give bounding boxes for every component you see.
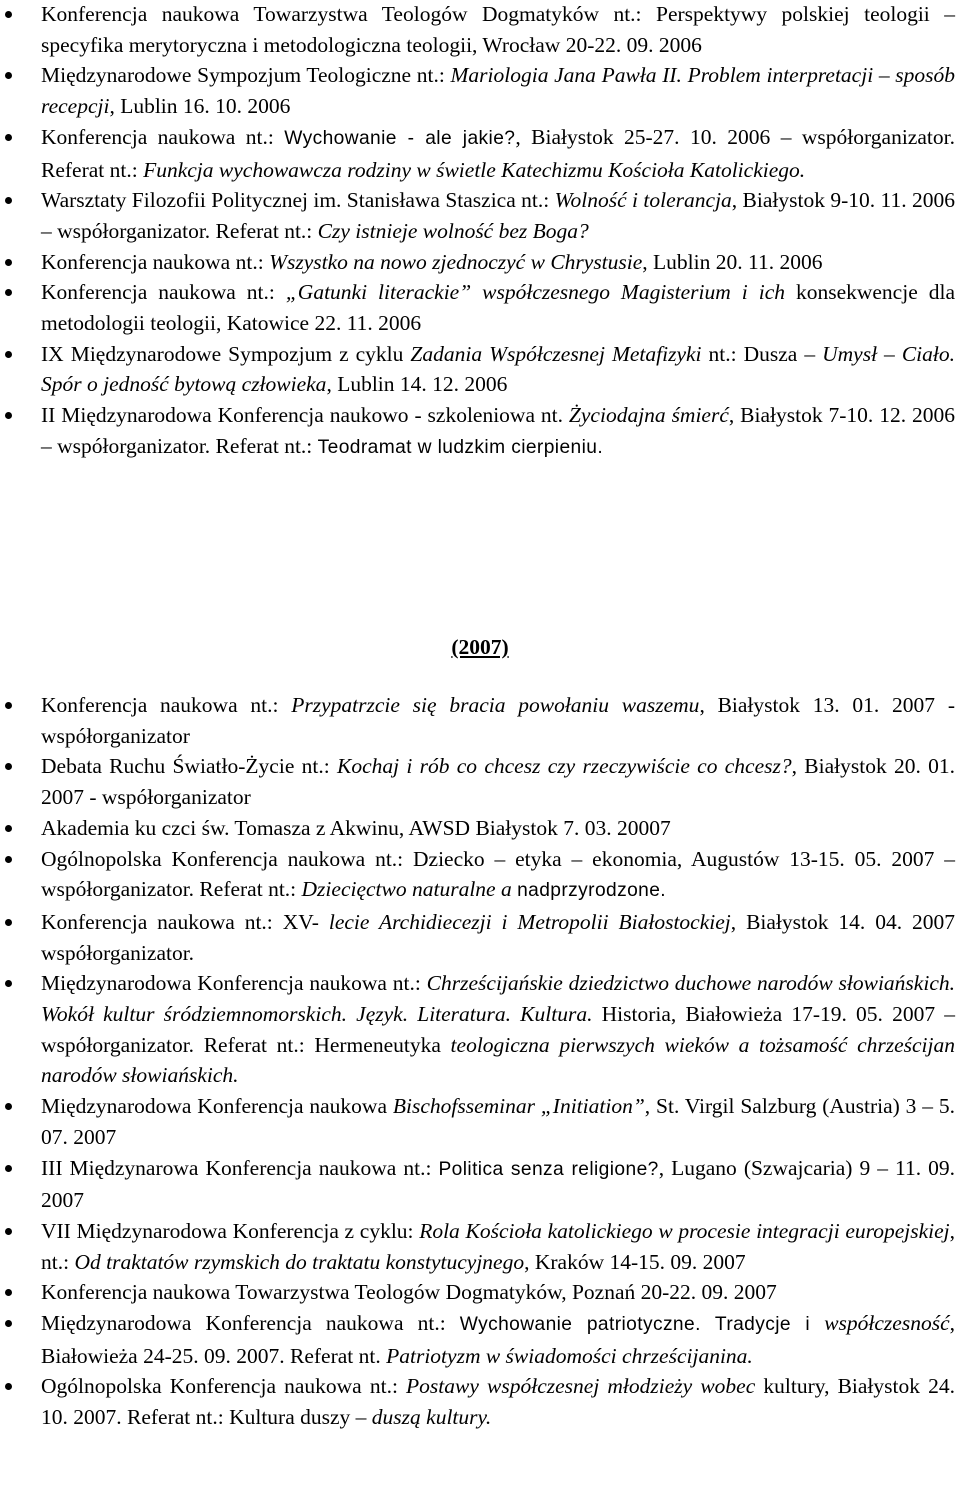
text-segment: Konferencja naukowa nt.: xyxy=(41,249,270,274)
text-segment: Politica senza religione? xyxy=(438,1158,659,1180)
italic-text-segment: Od traktatów rzymskich do traktatu konstytucyjnego xyxy=(74,1249,525,1274)
text-segment: , Białystok 9-10. 11. 2006 – współorganizator. Referat nt.: xyxy=(41,188,955,243)
text-segment: Wychowanie patriotyczne. Tradycje i xyxy=(459,1314,811,1336)
text-segment: , Białystok 7-10. 12. 2006 – współorganizator. Referat nt.: xyxy=(41,403,955,458)
text-segment: , St. Virgil Salzburg (Austria) 3 – 5. 07. 2007 xyxy=(41,1094,955,1149)
italic-text-segment: Bischofsseminar „Initiation” xyxy=(392,1094,645,1119)
text-segment: Międzynarodowa Konferencja naukowa nt.: xyxy=(41,971,427,996)
text-segment: Ogólnopolska Konferencja naukowa nt.: xyxy=(41,1374,407,1399)
list-item xyxy=(41,1277,955,1308)
italic-text-segment: Zadania Współczesnej Metafizyki xyxy=(410,341,702,366)
italic-text-segment: Życiodajna śmierć xyxy=(568,403,729,428)
list-item xyxy=(41,968,955,1091)
list-item xyxy=(41,122,955,185)
text-segment: Historia, Białowieża 17-19. 05. 2007 –współorganizator. Referat nt.: Hermeneutyka xyxy=(41,1002,955,1057)
list-item xyxy=(41,277,955,338)
text-segment: Międzynarodowe Sympozjum Teologiczne nt.: xyxy=(41,63,451,88)
list-item xyxy=(41,400,955,463)
list-item xyxy=(41,813,955,844)
list-item xyxy=(41,690,955,751)
text-segment: Konferencja naukowa Towarzystwa Teologów Dogmatyków nt.: Perspektywy polskiej teologii – specyfika merytoryczna i metodologiczna teologii, Wrocław 20-22. 09. 2006 xyxy=(41,2,955,57)
italic-text-segment: Chrześcijańskie dziedzictwo duchowe narodów słowiańskich. Wokół kultur śródziemnomorskich. Język. Literatura. Kultura. xyxy=(41,971,955,1027)
text-segment: , Lublin 16. 10. 2006 xyxy=(109,94,291,119)
text-segment: , Białowieża 24-25. 09. 2007. Referat nt. xyxy=(41,1311,955,1368)
italic-text-segment: Funkcja wychowawcza rodziny w świetle Katechizmu Kościoła Katolickiego. xyxy=(143,157,806,182)
text-segment: Międzynarodowa Konferencja naukowa xyxy=(41,1094,393,1119)
italic-text-segment: Czy istnieje wolność bez Boga? xyxy=(317,218,589,243)
text-segment: , Kraków 14-15. 09. 2007 xyxy=(524,1249,746,1274)
italic-text-segment: współczesność xyxy=(824,1311,950,1336)
text-segment: nt.: Dusza – xyxy=(701,341,823,366)
text-segment: Warsztaty Filozofii Politycznej im. Stanisława Staszica nt.: xyxy=(41,188,555,213)
italic-text-segment: Wolność i tolerancja xyxy=(554,188,732,213)
list-item xyxy=(41,185,955,246)
year-heading-2007: (2007) xyxy=(451,635,509,659)
text-segment: , Białystok 20. 01. 2007 - współorganizator xyxy=(41,754,955,810)
text-segment: konsekwencje dla metodologii teologii, Katowice 22. 11. 2006 xyxy=(41,280,955,336)
list-item xyxy=(41,1091,955,1152)
text-segment: Międzynarodowa Konferencja naukowa nt.: xyxy=(41,1311,460,1336)
italic-text-segment: Dziecięctwo naturalne a xyxy=(301,877,518,902)
italic-text-segment: Przypatrzcie się bracia powołaniu waszemu xyxy=(291,693,700,717)
text-segment: Akademia ku czci św. Tomasza z Akwinu, AWSD Białystok 7. 03. 20007 xyxy=(41,815,671,840)
text-segment: , Białystok 25-27. 10. 2006 – współorganizator. Referat nt.: xyxy=(41,124,955,182)
text-segment: Debata Ruchu Światło-Życie nt.: xyxy=(41,754,337,779)
italic-text-segment: Mariologia Jana Pawła II. Problem interpretacji – sposób recepcji xyxy=(41,63,955,119)
text-segment: kultury, Białystok 24. 10. 2007. Referat nt.: Kultura duszy – xyxy=(41,1374,955,1430)
list-item xyxy=(41,0,955,60)
italic-text-segment: Kochaj i rób co chcesz czy rzeczywiście co chcesz? xyxy=(336,754,792,779)
text-segment: Konferencja naukowa nt.: xyxy=(41,693,292,717)
text-segment xyxy=(810,1311,824,1335)
italic-text-segment: „Gatunki literackie” współczesnego Magisterium i ich xyxy=(285,280,785,305)
italic-text-segment: Umysł – Ciało. Spór o jedność bytową człowieka xyxy=(41,341,955,397)
text-segment: Ogólnopolska Konferencja naukowa nt.: Dziecko – etyka – ekonomia, Augustów 13-15. 05. 2007 – współorganizator. Referat nt.: xyxy=(41,846,955,902)
list-item xyxy=(41,60,955,121)
italic-text-segment: Patriotyzm w świadomości chrześcijanina. xyxy=(386,1343,753,1368)
text-segment: II Międzynarodowa Konferencja naukowo - szkoleniowa nt. xyxy=(41,403,569,428)
events-2006-list xyxy=(41,0,955,464)
text-segment: III Międzynarowa Konferencja naukowa nt.: xyxy=(41,1155,439,1180)
text-segment: Konferencja naukowa Towarzystwa Teologów Dogmatyków, Poznań 20-22. 09. 2007 xyxy=(41,1280,777,1305)
italic-text-segment: Wszystko na nowo zjednoczyć w Chrystusie xyxy=(269,249,643,274)
list-item xyxy=(41,1216,955,1277)
text-segment: Teodramat w ludzkim cierpieniu. xyxy=(317,436,604,458)
list-item xyxy=(41,751,955,812)
text-segment: , Lublin 20. 11. 2006 xyxy=(642,249,823,274)
text-segment: Konferencja naukowa nt.: xyxy=(41,124,285,149)
text-segment: , nt.: xyxy=(41,1218,955,1274)
text-segment: Konferencja naukowa nt.: xyxy=(41,280,286,305)
text-segment: nadprzyrodzone. xyxy=(517,880,667,902)
italic-text-segment: lecie Archidiecezji i Metropolii Białostockiej xyxy=(328,909,731,934)
list-item xyxy=(41,1153,955,1216)
italic-text-segment: duszą kultury. xyxy=(371,1405,492,1430)
list-item xyxy=(41,844,955,907)
text-segment: , Białystok 14. 04. 2007 współorganizator. xyxy=(41,909,955,965)
text-segment: IX Międzynarodowe Sympozjum z cyklu xyxy=(41,341,411,366)
italic-text-segment: Rola Kościoła katolickiego w procesie integracji europejskiej xyxy=(419,1218,950,1243)
text-segment: , Lugano (Szwajcaria) 9 – 11. 09. 2007 xyxy=(41,1155,955,1213)
list-item xyxy=(41,1371,955,1432)
list-item xyxy=(41,247,955,278)
list-item xyxy=(41,1308,955,1371)
text-segment: VII Międzynarodowa Konferencja z cyklu: xyxy=(41,1218,420,1243)
text-segment: , Białystok 13. 01. 2007 - współorganizator xyxy=(41,693,955,748)
list-item xyxy=(41,339,955,400)
italic-text-segment: teologiczna pierwszych wieków a tożsamość chrześcijan narodów słowiańskich. xyxy=(41,1032,956,1088)
text-segment: , Lublin 14. 12. 2006 xyxy=(326,372,508,397)
text-segment: Wychowanie - ale jakie? xyxy=(284,127,516,149)
events-2007-list xyxy=(41,690,955,1433)
text-segment: Konferencja naukowa nt.: XV- xyxy=(41,909,329,934)
italic-text-segment: Postawy współczesnej młodzieży wobec xyxy=(406,1374,756,1399)
list-item xyxy=(41,907,955,968)
